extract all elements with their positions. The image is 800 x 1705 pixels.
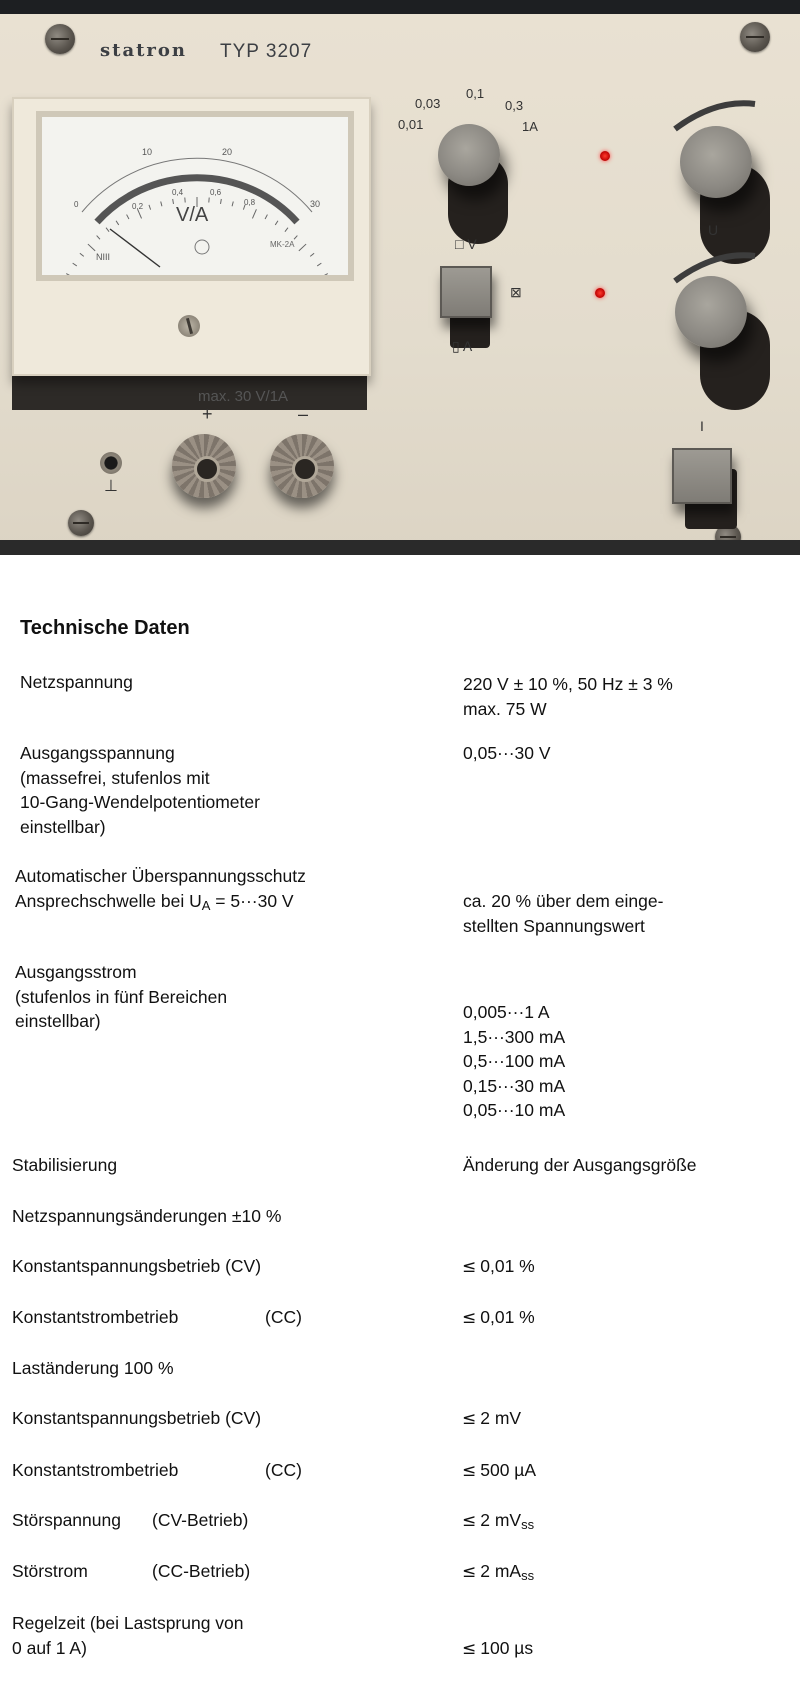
scale-tick [323, 274, 327, 275]
meter-needle [110, 229, 160, 267]
spec-label: Automatischer Überspannungsschutz Ansprechschwelle bei $U_A = 5\cdot\cdot\cdot 30$ V [15, 866, 306, 913]
power-label: I [700, 418, 704, 434]
range-label: 1A [522, 119, 538, 134]
voltage-adjust-knob[interactable] [675, 276, 747, 348]
spec-value: 0,05···30 V [463, 743, 551, 763]
spec-label: Konstantstrombetrieb [12, 1307, 179, 1327]
brand-label: statron [100, 40, 188, 61]
spec-label: Ausgangsspannung (massefrei, stufenlos mit 10-Gang-Wendelpotentiometer einstellbar) [20, 743, 260, 837]
scale-tick [149, 205, 151, 210]
spec-value: ≤ 0,01 % [462, 1307, 535, 1328]
scale-label: 20 [222, 147, 233, 157]
scale-label: 0,6 [210, 188, 222, 197]
scale-tick [275, 221, 278, 225]
meter-unit: V/A [176, 204, 209, 226]
panel-screw [740, 22, 770, 52]
plus-terminal[interactable] [172, 434, 236, 498]
meter-shadow [12, 370, 367, 410]
scale-tick [73, 263, 77, 266]
scale-tick [161, 201, 162, 206]
range-label: 0,3 [505, 98, 524, 113]
va-switch-button[interactable] [440, 266, 492, 318]
spec-value: Änderung der Ausgangsgröße [463, 1155, 697, 1175]
scale-tick [252, 209, 256, 218]
scale-tick [116, 221, 119, 225]
meter-logo [195, 240, 209, 254]
scale-tick [232, 201, 233, 206]
spec-label: Netzspannungsänderungen ±10 % [12, 1206, 282, 1226]
scale-tick [294, 236, 297, 240]
spec-label-mode: (CC) [265, 1460, 302, 1480]
scale-tick [173, 199, 174, 204]
panel-screw [45, 24, 75, 54]
scale-label: 10 [142, 147, 153, 157]
scale-tick [97, 236, 100, 240]
spec-value: ≤ 2 mV [462, 1408, 522, 1429]
spec-label-mode: (CC-Betrieb) [152, 1561, 251, 1581]
range-label: 0,01 [398, 117, 424, 132]
spec-value: ≤ 0,01 % [462, 1256, 535, 1277]
model-label: TYP 3207 [220, 41, 313, 62]
spec-document [0, 556, 800, 1705]
meter-window [36, 111, 354, 281]
mode-symbol: ⊠ [510, 284, 522, 300]
spec-label: Störstrom [12, 1561, 88, 1581]
scale-label: 0 [74, 200, 79, 209]
zero-adjust-screw[interactable] [178, 315, 200, 337]
spec-value: 0,005···1 A 1,5···300 mA 0,5···100 mA 0,15···30 mA 0,05···10 mA [463, 1002, 566, 1120]
range-label: 0,1 [466, 86, 485, 101]
scale-label: 0,4 [172, 188, 184, 197]
ground-jack[interactable] [100, 452, 122, 474]
plus-label: + [202, 404, 213, 424]
page-title: Technische Daten [20, 617, 190, 639]
scale-tick [66, 274, 70, 275]
current-range-knob[interactable] [438, 124, 500, 186]
spec-label: Konstantspannungsbetrieb (CV) [12, 1256, 262, 1276]
spec-label: Ausgangsstrom (stufenlos in fünf Bereichen einstellbar) [15, 962, 228, 1031]
spec-value: ≤ 2 $mV_{ss}$ [462, 1510, 535, 1532]
meter-class: NIII [96, 252, 111, 262]
meter-type: MK-2A [270, 240, 295, 249]
power-button[interactable] [672, 448, 732, 504]
spec-label: Regelzeit (bei Lastsprung von 0 auf 1 A) [12, 1613, 244, 1658]
spec-label: Konstantstrombetrieb [12, 1460, 179, 1480]
current-adjust-knob[interactable] [680, 126, 752, 198]
spec-value: ca. 20 % über dem einge- stellten Spannungswert [463, 891, 664, 936]
spec-label: Störspannung [12, 1510, 121, 1530]
meter-scale [42, 117, 348, 275]
spec-label: Laständerung 100 % [12, 1358, 174, 1378]
scale-tick [127, 215, 129, 219]
scale-tick [221, 199, 222, 204]
spec-label: Netzspannung [20, 672, 133, 692]
scale-label: 0,8 [244, 198, 256, 207]
device-photo [0, 0, 800, 555]
spec-value: ≤ 2 $mA_{ss}$ [462, 1561, 535, 1583]
spec-label-mode: (CV-Betrieb) [152, 1510, 249, 1530]
cv-indicator-led [595, 288, 605, 298]
u-label: U [708, 222, 719, 238]
scale-tick [88, 244, 95, 251]
ground-symbol: ⊥ [104, 478, 118, 495]
range-label: 0,03 [415, 96, 441, 111]
spec-label-mode: (CC) [265, 1307, 302, 1327]
switch-label-a: ▯ A [452, 338, 473, 354]
spec-value: 220 V ± 10 %, 50 Hz ± 3 % max. 75 W [463, 674, 673, 719]
spec-value: ≤ 500 µA [462, 1460, 537, 1481]
front-panel [0, 14, 800, 555]
scale-tick [265, 215, 267, 219]
scale-tick [317, 263, 321, 266]
scale-tick [80, 253, 84, 256]
spec-label: Konstantspannungsbetrieb (CV) [12, 1408, 262, 1428]
spec-value: ≤ 100 µs [462, 1638, 534, 1659]
scale-tick [299, 244, 306, 251]
minus-label: – [298, 404, 309, 424]
scale-tick [310, 253, 314, 256]
scale-label: 30 [310, 199, 321, 209]
panel-screw [68, 510, 94, 536]
scale-tick [106, 228, 109, 232]
switch-label-v: □ V [455, 236, 477, 252]
minus-terminal[interactable] [270, 434, 334, 498]
scale-label: 0,2 [132, 202, 144, 211]
cc-indicator-led [600, 151, 610, 161]
spec-label: Stabilisierung [12, 1155, 118, 1175]
terminal-max-label: max. 30 V/1A [198, 388, 289, 405]
scale-tick [285, 228, 288, 232]
photo-bottom-edge [0, 540, 800, 555]
